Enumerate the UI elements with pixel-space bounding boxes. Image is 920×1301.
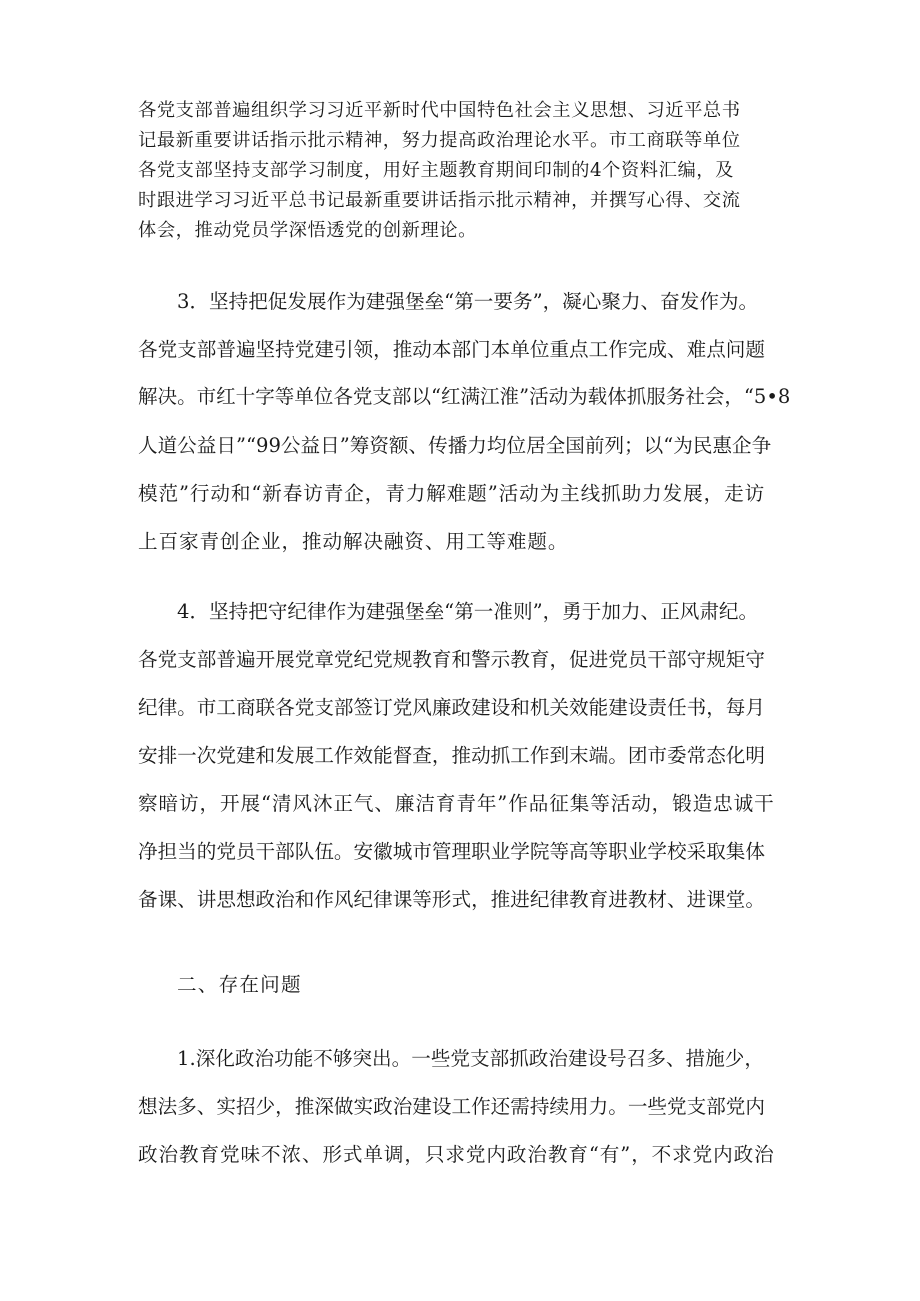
text-line: 净担当的党员干部队伍。安徽城市管理职业学院等高等职业学校采取集体 (138, 840, 765, 863)
text-line: 模范”行动和“新春访青企，青力解难题”活动为主线抓助力发展，走访 (138, 482, 766, 505)
text-line: 记最新重要讲话指示批示精神，努力提高政治理论水平。市工商联等单位 (138, 130, 741, 151)
item-heading: 4．坚持把守纪律作为建强堡垒“第一准则”，勇于加力、正风肃纪。 (177, 600, 759, 623)
text-line: 备课、讲思想政治和作风纪律课等形式，推进纪律教育进教材、进课堂。 (138, 888, 765, 911)
text-line: 政治教育党味不浓、形式单调，只求党内政治教育“有”，不求党内政治 (138, 1143, 775, 1166)
text-line: 时跟进学习习近平总书记最新重要讲话指示批示精神，并撰写心得、交流 (138, 190, 741, 211)
text-line: 想法多、实招少，推深做实政治建设工作还需持续用力。一些党支部党内 (138, 1095, 765, 1118)
text-line: 体会，推动党员学深悟透党的创新理论。 (138, 220, 477, 241)
section-heading: 二、存在问题 (177, 973, 302, 996)
text-line: 各党支部坚持支部学习制度，用好主题教育期间印制的4个资料汇编，及 (138, 160, 734, 181)
item-heading: 1.深化政治功能不够突出。一些党支部抓政治建设号召多、措施少， (177, 1047, 764, 1070)
text-line: 纪律。市工商联各党支部签订党风廉政建设和机关效能建设责任书，每月 (138, 696, 765, 719)
text-line: 安排一次党建和发展工作效能督查，推动抓工作到末端。团市委常态化明 (138, 744, 765, 767)
text-line: 解决。市红十字等单位各党支部以“红满江淮”活动为载体抓服务社会，“5•8 (138, 385, 791, 408)
text-line: 各党支部普遍组织学习习近平新时代中国特色社会主义思想、习近平总书 (138, 100, 741, 121)
text-line: 各党支部普遍开展党章党纪党规教育和警示教育，促进党员干部守规矩守 (138, 648, 765, 671)
text-line: 察暗访，开展“清风沐正气、廉洁育青年”作品征集等活动，锻造忠诚干 (138, 792, 775, 815)
text-line: 各党支部普遍坚持党建引领，推动本部门本单位重点工作完成、难点问题 (138, 338, 765, 361)
text-line: 上百家青创企业，推动解决融资、用工等难题。 (138, 530, 569, 553)
text-line: 人道公益日”“99公益日”筹资额、传播力均位居全国前列；以“为民惠企争 (138, 434, 772, 457)
item-heading: 3．坚持把促发展作为建强堡垒“第一要务”，凝心聚力、奋发作为。 (177, 290, 759, 313)
